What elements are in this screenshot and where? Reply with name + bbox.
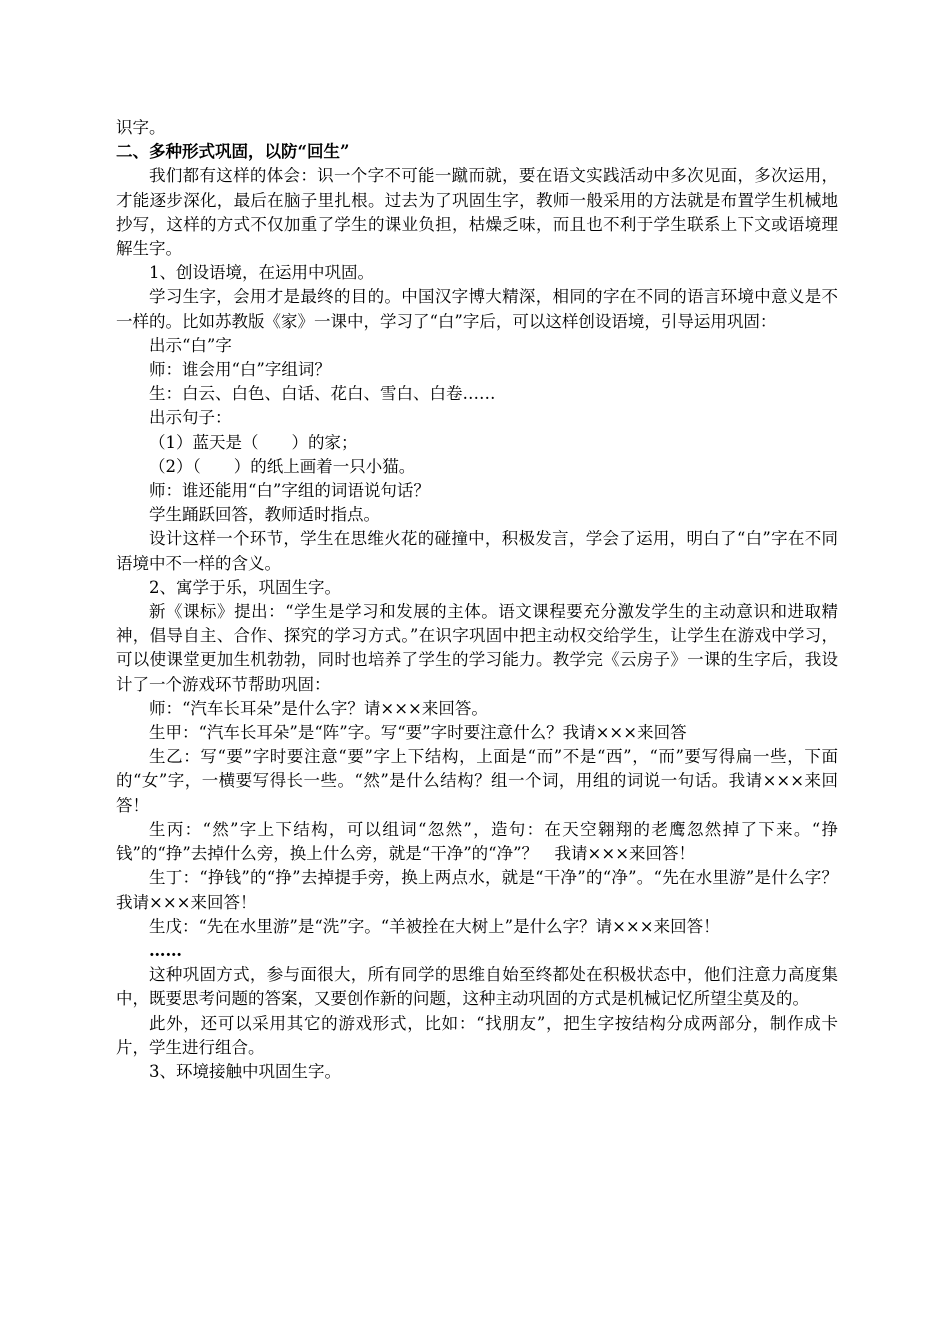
paragraph: （1）蓝天是（ ）的家； (149, 432, 358, 452)
paragraph: 生乙：写“要”字时要注意“要”字上下结构，上面是“而”不是“西”，“而”要写得扁一些，下面的“女”字，一横要写得长一些。“然”是什么结构？组一个词，用组的词说一句话。我请×××来回答！ (116, 747, 838, 815)
paragraph: 学生踊跃回答，教师适时指点。 (149, 505, 380, 525)
paragraph: 生丁：“挣钱”的“挣”去掉提手旁，换上两点水，就是“干净”的“净”。“先在水里游”是什么字？我请×××来回答！ (116, 868, 838, 912)
paragraph: 生丙：“然”字上下结构，可以组词“忽然”，造句：在天空翱翔的老鹰忽然掉了下来。“挣钱”的“挣”去掉什么旁，换上什么旁，就是“干净”的“净”？ 我请×××来回答！ (116, 819, 838, 864)
paragraph: 我们都有这样的体会：识一个字不可能一蹴而就，要在语文实践活动中多次见面，多次运用，才能逐步深化，最后在脑子里扎根。过去为了巩固生字，教师一般采用的方法就是布置学生机械地抄写，这样的方式不仅加重了学生的课业负担，枯燥乏味，而且也不利于学生联系上下文或语境理解生字。 (116, 166, 838, 259)
paragraph: 此外，还可以采用其它的游戏形式，比如：“找朋友”，把生字按结构分成两部分，制作成卡片，学生进行组合。 (116, 1013, 838, 1057)
paragraph: 生：白云、白色、白话、花白、雪白、白卷…… (149, 384, 496, 404)
ellipsis: …… (149, 940, 182, 960)
paragraph: 出示“白”字 (149, 335, 232, 355)
subheading: 3、环境接触中巩固生字。 (149, 1061, 341, 1081)
document-page (116, 116, 838, 1084)
subheading: 1、创设语境，在运用中巩固。 (149, 263, 374, 283)
paragraph: 设计这样一个环节，学生在思维火花的碰撞中，积极发言，学会了运用，明白了“白”字在不同语境中不一样的含义。 (116, 529, 838, 573)
paragraph: 生戊：“先在水里游”是“洗”字。“羊被拴在大树上”是什么字？请×××来回答！ (149, 916, 720, 936)
paragraph: 师：谁会用“白”字组词？ (149, 360, 331, 380)
paragraph: 这种巩固方式，参与面很大，所有同学的思维自始至终都处在积极状态中，他们注意力高度集中，既要思考问题的答案，又要创作新的问题，这种主动巩固的方式是机械记忆所望尘莫及的。 (116, 965, 838, 1009)
subheading: 2、寓学于乐，巩固生字。 (149, 577, 341, 597)
paragraph: （2）（ ）的纸上画着一只小猫。 (149, 456, 416, 476)
paragraph: 学习生字，会用才是最终的目的。中国汉字博大精深，相同的字在不同的语言环境中意义是不一样的。比如苏教版《家》一课中，学习了“白”字后，可以这样创设语境，引导运用巩固： (116, 287, 838, 331)
paragraph: 新《课标》提出：“学生是学习和发展的主体。语文课程要充分激发学生的主动意识和进取精神，倡导自主、合作、探究的学习方式。”在识字巩固中把主动权交给学生，让学生在游戏中学习，可以使课堂更加生机勃勃，同时也培养了学生的学习能力。教学完《云房子》一课的生字后，我设计了一个游戏环节帮助巩固： (116, 602, 838, 694)
paragraph: 生甲：“汽车长耳朵”是“阵”字。写“要”字时要注意什么？我请×××来回答 (149, 723, 687, 743)
paragraph: 出示句子： (149, 408, 232, 428)
paragraph: 师：谁还能用“白”字组的词语说句话？ (149, 481, 430, 501)
section-heading: 二、多种形式巩固，以防“回生” (116, 142, 350, 162)
paragraph: 识字。 (116, 118, 166, 137)
paragraph: 师：“汽车长耳朵”是什么字？请×××来回答。 (149, 698, 488, 718)
